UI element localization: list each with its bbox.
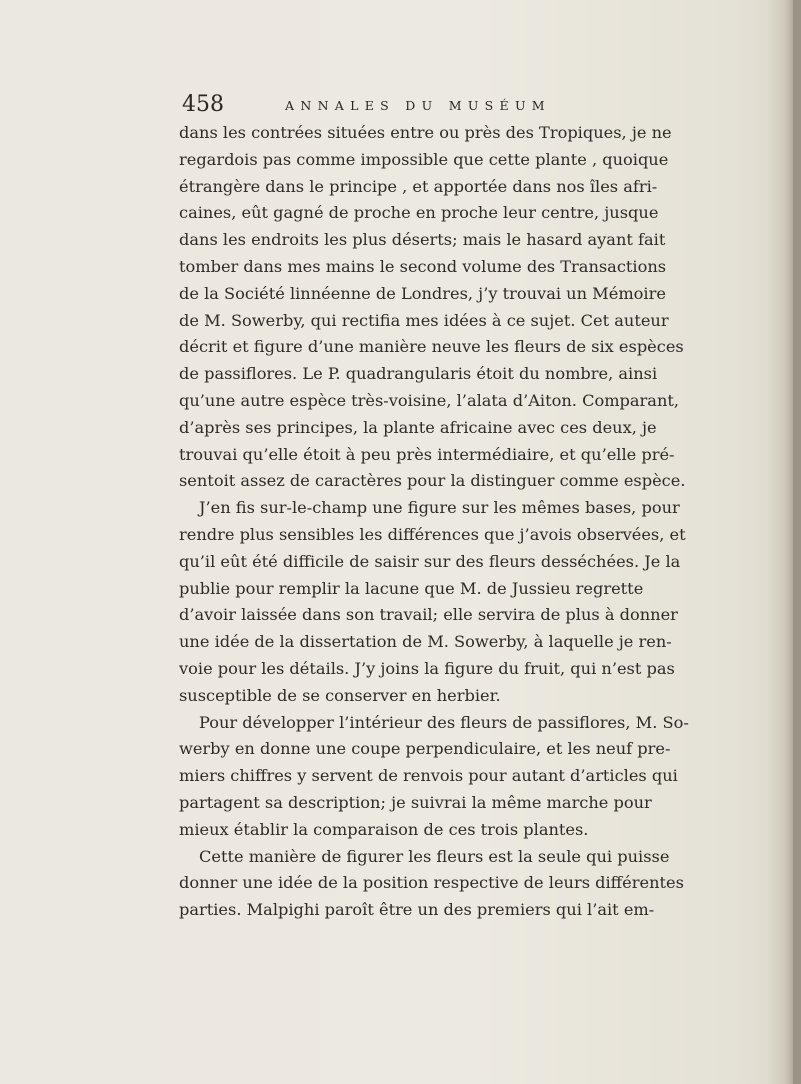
text-line: miers chiffres y servent de renvois pour autant d’articles qui xyxy=(179,766,678,786)
text-line: caines, eût gagné de proche en proche leur centre, jusque xyxy=(179,203,659,223)
running-head: ANNALES DU MUSÉUM xyxy=(285,98,551,113)
text-line: susceptible de se conserver en herbier. xyxy=(179,685,501,705)
text-line: sentoit assez de caractères pour la distinguer comme espèce. xyxy=(179,471,686,491)
text-line: qu’il eût été difficile de saisir sur des fleurs desséchées. Je la xyxy=(179,551,681,571)
text-line: werby en donne une coupe perpendiculaire, et les neuf pre- xyxy=(179,739,671,759)
text-line: d’après ses principes, la plante africaine avec ces deux, je xyxy=(179,417,657,437)
text-line: dans les contrées situées entre ou près des Tropiques, je ne xyxy=(179,123,672,142)
text-line: J’en fis sur-le-champ une figure sur les mêmes bases, pour xyxy=(199,498,680,518)
text-line: parties. Malpighi paroît être un des premiers qui l’ait em- xyxy=(179,900,655,920)
text-line: donner une idée de la position respective de leurs différentes xyxy=(179,873,684,893)
text-line: rendre plus sensibles les différences que j’avois observées, et xyxy=(179,524,686,544)
text-line: qu’une autre espèce très-voisine, l’alata d’Aiton. Comparant, xyxy=(179,390,680,410)
text-line: dans les endroits les plus déserts; mais le hasard ayant fait xyxy=(179,230,666,250)
text-line: partagent sa description; je suivrai la même marche pour xyxy=(179,792,652,812)
text-line: étrangère dans le principe , et apportée dans nos îles afri- xyxy=(179,176,658,196)
text-line: trouvai qu’elle étoit à peu près intermédiaire, et qu’elle pré- xyxy=(179,444,675,464)
text-line: regardois pas comme impossible que cette plante , quoique xyxy=(179,149,669,169)
body-text xyxy=(179,120,689,924)
text-line: de la Société linnéenne de Londres, j’y trouvai un Mémoire xyxy=(179,283,666,303)
text-line: de M. Sowerby, qui rectifia mes idées à ce sujet. Cet auteur xyxy=(179,310,669,330)
text-line: décrit et figure d’une manière neuve les fleurs de six espèces xyxy=(179,337,684,357)
text-line: de passiflores. Le P. quadrangularis étoit du nombre, ainsi xyxy=(179,364,658,384)
text-line: mieux établir la comparaison de ces trois plantes. xyxy=(179,819,589,839)
text-line: d’avoir laissée dans son travail; elle servira de plus à donner xyxy=(179,605,678,625)
text-line: publie pour remplir la lacune que M. de Jussieu regrette xyxy=(179,578,644,598)
text-line: Pour développer l’intérieur des fleurs de passiflores, M. So- xyxy=(199,712,689,732)
text-line: voie pour les détails. J’y joins la figure du fruit, qui n’est pas xyxy=(179,658,675,678)
text-line: une idée de la dissertation de M. Sowerby, à laquelle je ren- xyxy=(179,632,672,652)
text-line: Cette manière de figurer les fleurs est la seule qui puisse xyxy=(199,846,670,866)
page-number: 458 xyxy=(182,92,224,117)
binding-edge xyxy=(793,0,801,1084)
page-header xyxy=(182,92,622,122)
text-line: tomber dans mes mains le second volume des Transactions xyxy=(179,256,667,276)
